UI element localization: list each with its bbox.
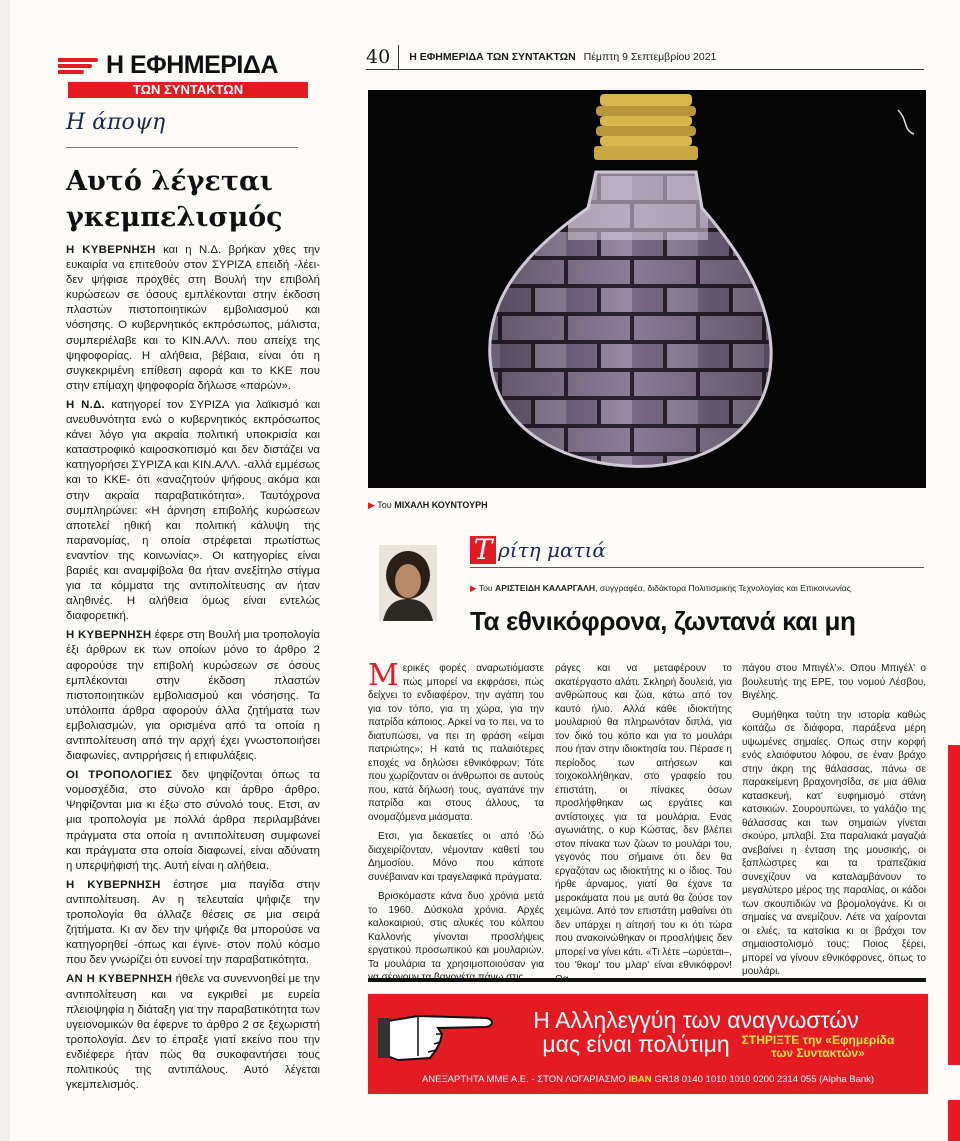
column-paragraph: [368, 890, 544, 985]
lightbulb-brick-wall-illustration: [368, 90, 926, 488]
author-name: ΑΡΙΣΤΕΙΔΗ ΚΑΛΑΡΓΑΛΗ: [495, 583, 596, 593]
author-photo: [379, 545, 437, 621]
paragraph-text: ήθελε να συνεννοηθεί με την αντιπολίτευση και να εγκριθεί με ευρεία πλειοψηφία η διάταξη για την παραβατικότητα των υγειονομικών θα έφερνε το άρθρο 2 σε ξεχωριστή τροπολογία. Δεν το έπραξε γιατί εκείνο που την ενδιέφερε ήταν πώς θα συκοφαντήσει τους πολιτικούς της αντιπάλους. Αυτό λέγεται γκεμπελισμός.: [66, 973, 320, 1092]
ad-account: [368, 1074, 928, 1085]
column-paragraph-text: Θυμήθηκα τούτη την ιστορία καθώς κοιτάζω σε διάφορα, παράξενα μέρη υψωμένες σημαίες. Οπως στην κορφή ενός ελαιόφυτου λόφου, σε έναν βράχο στην άκρη της θάλασσας, πάνω σε παρακείμενη βραχονησίδα, σε μια άθλια κατασκευή, κατ' ευφημισμό στάνη κατσικιών. Σουρουπώνει, το γαλάζιο της θάλασσας και των σημαιών γίνεται σκούρο, μπλαβί. Στα παραλιακά μαγαζιά ανεβαίνει η ένταση της μουσικής, οι ξαπλώστρες και τα τραπεζάκια συνεχίζουν να καταλαμβάνουν το μεγαλύτερο μέρος της παραλίας, οι κάδοι των σκουπιδιών να βρομολογάνε. Κι οι σημαίες να ανεμίζουν. Λέτε να χαίρονται οι ελιές, τα κατσίκια κι οι βράχοι τον σημαιοστολισμό τους; Ποιος ξέρει, μπορεί να γίνουν εθνικόφρονες, όπως το μουλάρι.: [742, 709, 926, 977]
column-heading: [470, 533, 606, 566]
column-author: [470, 583, 851, 594]
author-prefix: Του: [478, 583, 493, 593]
ad-divider: [368, 978, 926, 982]
section-divider: [66, 147, 298, 148]
paragraph-text: έστησε μια παγίδα στην αντιπολίτευση. Αν η τελευταία ψήφιζε την τροπολογία θα άλλαζε θέσεις σε μια σειρά ζητήματα. Κι αν δεν την ψήφιζε θα μπορούσε να κατηγορηθεί -όπως και έγινε- στον πολύ κόσμο που δεν γνωρίζει ότι ευνοεί την παραβατικότητα.: [66, 878, 320, 967]
ad-support-text: [718, 1034, 918, 1060]
paragraph-lead: Η Ν.Δ.: [66, 398, 106, 411]
editorial-paragraph: [66, 878, 320, 969]
editorial-headline: Αυτό λέγεται γκεμπελισμός: [66, 166, 283, 233]
ad-support-line1: ΣΤΗΡΙΞΤΕ την «Εφημερίδα: [741, 1033, 895, 1047]
section-label: Η άποψη: [66, 110, 166, 135]
column-paragraph: [368, 830, 544, 884]
column-headline: Τα εθνικόφρονα, ζωντανά και μη: [470, 606, 856, 636]
column-divider: [470, 567, 924, 568]
iban-number: GR18 0140 1010 1010 0200 2314 055: [654, 1074, 817, 1085]
column-heading-text: ρίτη ματιά: [498, 538, 606, 562]
column-paragraph-text: Βρισκόμαστε κάνα δυο χρόνια μετά το 1960. Δύσκολα χρόνια. Αρχές καλοκαιριού, στις αλυκές του κόλπου Καλλονής γίνονται προσλήψεις εργατικού προσωπικού και μουλαριών. Τα μουλάρια τα χρησιμοποιούσαν για να σέρνουν τα βαγονέτα πάνω στις: [368, 891, 544, 983]
column-paragraph: [555, 662, 732, 986]
ad-title-line1: Η Αλληλεγγύη των αναγνωστών: [533, 1007, 859, 1033]
editorial-paragraph: [66, 768, 320, 874]
editorial-paragraph: [66, 972, 320, 1093]
paragraph-lead: Η ΚΥΒΕΡΝΗΣΗ: [66, 629, 152, 642]
author-portrait-icon: [379, 545, 437, 621]
paragraph-text: και η Ν.Δ. βρήκαν χθες την ευκαιρία να επιτεθούν στον ΣΥΡΙΖΑ επειδή -λέει- δεν ψήφισε προχθές στη Βουλή την επιβολή κυρώσεων σε όσους εμπλέκονται στην έκδοση πλαστών πιστοποιητικών εμβολιασμού και νόσησης. Ο κυβερνητικός εκπρόσωπος, μάλιστα, συμπεριέλαβε και το ΚΙΝ.ΑΛΛ. που απείχε της ψηφοφορίας. Η αλήθεια, βέβαια, είναι ότι η συγκεκριμένη επίθεση αφορά και το ΚΚΕ που στην επίμαχη ψηφοφορία δήλωσε «παρών».: [66, 244, 320, 392]
cartoonist-name: ΜΙΧΑΛΗ ΚΟΥΝΤΟΥΡΗ: [394, 500, 488, 510]
editorial-paragraph: [66, 628, 320, 764]
cartoon-image: [368, 90, 926, 488]
column-paragraph-text: ερικές φορές αναρωτιόμαστε πώς μπορεί να εκφράσει, πώς δείχνει το ενδιαφέρον, την αγάπη του για τον τόπο, για τη χώρα, για την πατρίδα κάποιος. Αρκεί να το πει, να το διατυπώσει, να πει τη φράση «είμαι πατριώτης»; Η κατά τις παλαιότερες εποχές να δηλώσει εθνικόφρων; Τότε που χωρίζονταν οι άνθρωποι σε αυτούς που, κατά δήλωσή τους, αγαπάνε την πατρίδα και στους άλλους, τα ονομαζόμενα μιάσματα.: [368, 663, 544, 823]
iban-label: IBAN: [628, 1074, 652, 1085]
cartoon-credit: [368, 500, 488, 511]
column-text-col3: [742, 662, 926, 985]
column-paragraph: [742, 662, 926, 703]
editorial-paragraph: [66, 398, 320, 624]
column-heading-initial: Τ: [470, 536, 496, 564]
column-text-col1: [368, 658, 544, 991]
ad-support-line2: των Συντακτών»: [771, 1046, 865, 1060]
column-paragraph: [742, 709, 926, 979]
column-paragraph-text: Ετσι, για δεκαετίες οι από 'δώ διαχειρίζονταν, νέμονταν καθετί του Δημοσίου. Μόνο που κάποτε συνέβαιναν και τραγελαφικά πράγματα.: [368, 831, 544, 883]
paragraph-text: δεν ψηφίζονται όπως τα νομοσχέδια, στο σύνολο και άρθρο άρθρο. Ψηφίζονται μια κι έξω στο σύνολό τους. Ετσι, αν μια τροπολογία με πολλά άρθρα περιλαμβάνει πράγματα στα οποία η αντιπολίτευση συμφωνεί και πράγματα στα οποία διαφωνεί, είναι αδύνατη η υπερψήφισή της. Αυτή είναι η αλήθεια.: [66, 769, 320, 872]
right-edge-bar: [948, 1100, 960, 1141]
paragraph-text: έφερε στη Βουλή μια τροπολογία έξι άρθρων εκ των οποίων μόνο το άρθρο 2 αφορούσε την επιβολή κυρώσεων σε όσους εμπλέκονται στην έκδοση πλαστών πιστοποιητικών εμβολιασμού και νόσησης. Τα υπόλοιπα άρθρα αφορούν άλλα ζητήματα των εμβολιασμών, για ορισμένα από τα οποία η αντιπολίτευση από την αρχή έχει γνωστοποιήσει διαφωνίες, αντιρρήσεις ή επιφυλάξεις.: [66, 629, 321, 763]
column-paragraph-text: ράγες και να μεταφέρουν το ακατέργαστο αλάτι. Σκληρή δουλειά, για ανθρώπους και ζώα, κάτω από τον καυτό ήλιο. Αλλά κάθε ιδιοκτήτης μουλαριού θα πληρωνόταν διπλά, για τον δικό του κόπο και για το μουλάρι που ήταν στην ιδιοκτησία του. Πέρασε η περίοδος των αιτήσεων και τοιχοκολλήθηκαν, στο γραφείο του επιστάτη, οι πίνακες όσων προσλήφθηκαν ως εργάτες και αντίστοιχες για τα μουλάρια. Ενας αγωνιάτης, ο κυρ Κώστας, δεν βλέπει στον πίνακα των ζώων το μουλάρι του, γεγονός που σήμαινε ότι δεν θα εργαζόταν ως ιδιοκτήτης κι ο ίδιος. Του ήρθε άρναμος, γιατί θα έχανε τα μεροκάματα που με αυτά θα ζούσε τον χειμώνα. Από τον επιστάτη μαθαίνει ότι δεν υπάρχει η αίτησή του κι ότι τώρα που ανακοινώθηκαν οι προσλήψεις δεν μπορεί να γίνει κάτι. «Τι λέτε –ωρύεται–, του 'θκομ' του μλαρ' είναι εθνικόφρον! Θα: [555, 663, 732, 985]
column-paragraph: [368, 658, 544, 824]
paper-name: Η ΕΦΗΜΕΡΙΔΑ ΤΩΝ ΣΥΝΤΑΚΤΩΝ: [409, 50, 576, 63]
page-edge: [0, 0, 10, 1141]
column-paragraph-text: πάγου στου Μπιγέλ'». Οπου Μπιγέλ' ο βουλευτής της ΕΡΕ, του νομού Λέσβου, Βιγέλης.: [742, 663, 926, 701]
triangle-marker-icon: ▶: [470, 583, 477, 593]
credit-prefix: Του: [377, 500, 392, 510]
bank-name: (Alpha Bank): [819, 1074, 875, 1085]
paragraph-lead: Η ΚΥΒΕΡΝΗΣΗ: [66, 878, 161, 891]
masthead: [58, 48, 308, 98]
paragraph-lead: ΟΙ ΤΡΟΠΟΛΟΓΙΕΣ: [66, 769, 173, 782]
issue-date: Πέμπτη 9 Σεπτεμβρίου 2021: [583, 50, 717, 63]
right-edge-bar: [948, 745, 960, 1065]
editorial-body: [66, 243, 320, 1097]
page-header: [366, 44, 924, 70]
column-text-col2: [555, 662, 732, 992]
ad-account-prefix: ΑΝΕΞΑΡΤΗΤΑ ΜΜΕ Α.Ε. - ΣΤΟΝ ΛΟΓΑΡΙΑΣΜΟ: [421, 1074, 626, 1085]
pointing-hand-icon: [378, 1004, 496, 1066]
ad-title-line2: μας είναι πολύτιμη: [542, 1031, 730, 1057]
swoosh-logo-icon: [58, 54, 102, 76]
masthead-name: Η ΕΦΗΜΕΡΙΔΑ: [106, 50, 278, 79]
paragraph-lead: ΑΝ Η ΚΥΒΕΡΝΗΣΗ: [66, 973, 173, 986]
solidarity-ad: [368, 994, 928, 1094]
triangle-marker-icon: ▶: [368, 500, 375, 510]
masthead-subtitle: ΤΩΝ ΣΥΝΤΑΚΤΩΝ: [68, 82, 308, 98]
drop-cap: Μ: [368, 658, 399, 693]
author-description: , συγγραφέα, διδάκτορα Πολιτισμικής Τεχνολογίας και Επικοινωνίας: [595, 583, 851, 593]
paragraph-lead: Η ΚΥΒΕΡΝΗΣΗ: [66, 244, 156, 256]
paragraph-text: κατηγορεί τον ΣΥΡΙΖΑ για λαϊκισμό και ανευθυνότητα ενώ ο κυβερνητικός εκπρόσωπος κάνει λόγο για ακραία πολιτική υποκρισία και καταστροφικό καιροσκοπισμό και δεν διστάζει να κατηγορήσει ΣΥΡΙΖΑ και ΚΙΝ.ΑΛΛ. -αλλά εμμέσως και το ΚΚΕ- ότι «αναζητούν ψήφους ακόμα και στην ακραία παραβατικότητα». Ταυτόχρονα συμπληρώνει: «Η άρνηση επιβολής κυρώσεων αποτελεί ηθική και πολιτική κάλυψη της παρανομίας, η οποία στρέφεται πρωτίστως εναντίον της κοινωνίας». Οι κατηγορίες είναι βαριές και αναμφίβολα θα ήταν ανεξίτηλο στίγμα για τα κόμματα της αντιπολίτευσης αν ήταν αληθινές. Η αλήθεια όμως είναι εντελώς διαφορετική.: [66, 398, 320, 623]
page-number: 40: [366, 45, 399, 69]
editorial-paragraph: [66, 243, 320, 394]
